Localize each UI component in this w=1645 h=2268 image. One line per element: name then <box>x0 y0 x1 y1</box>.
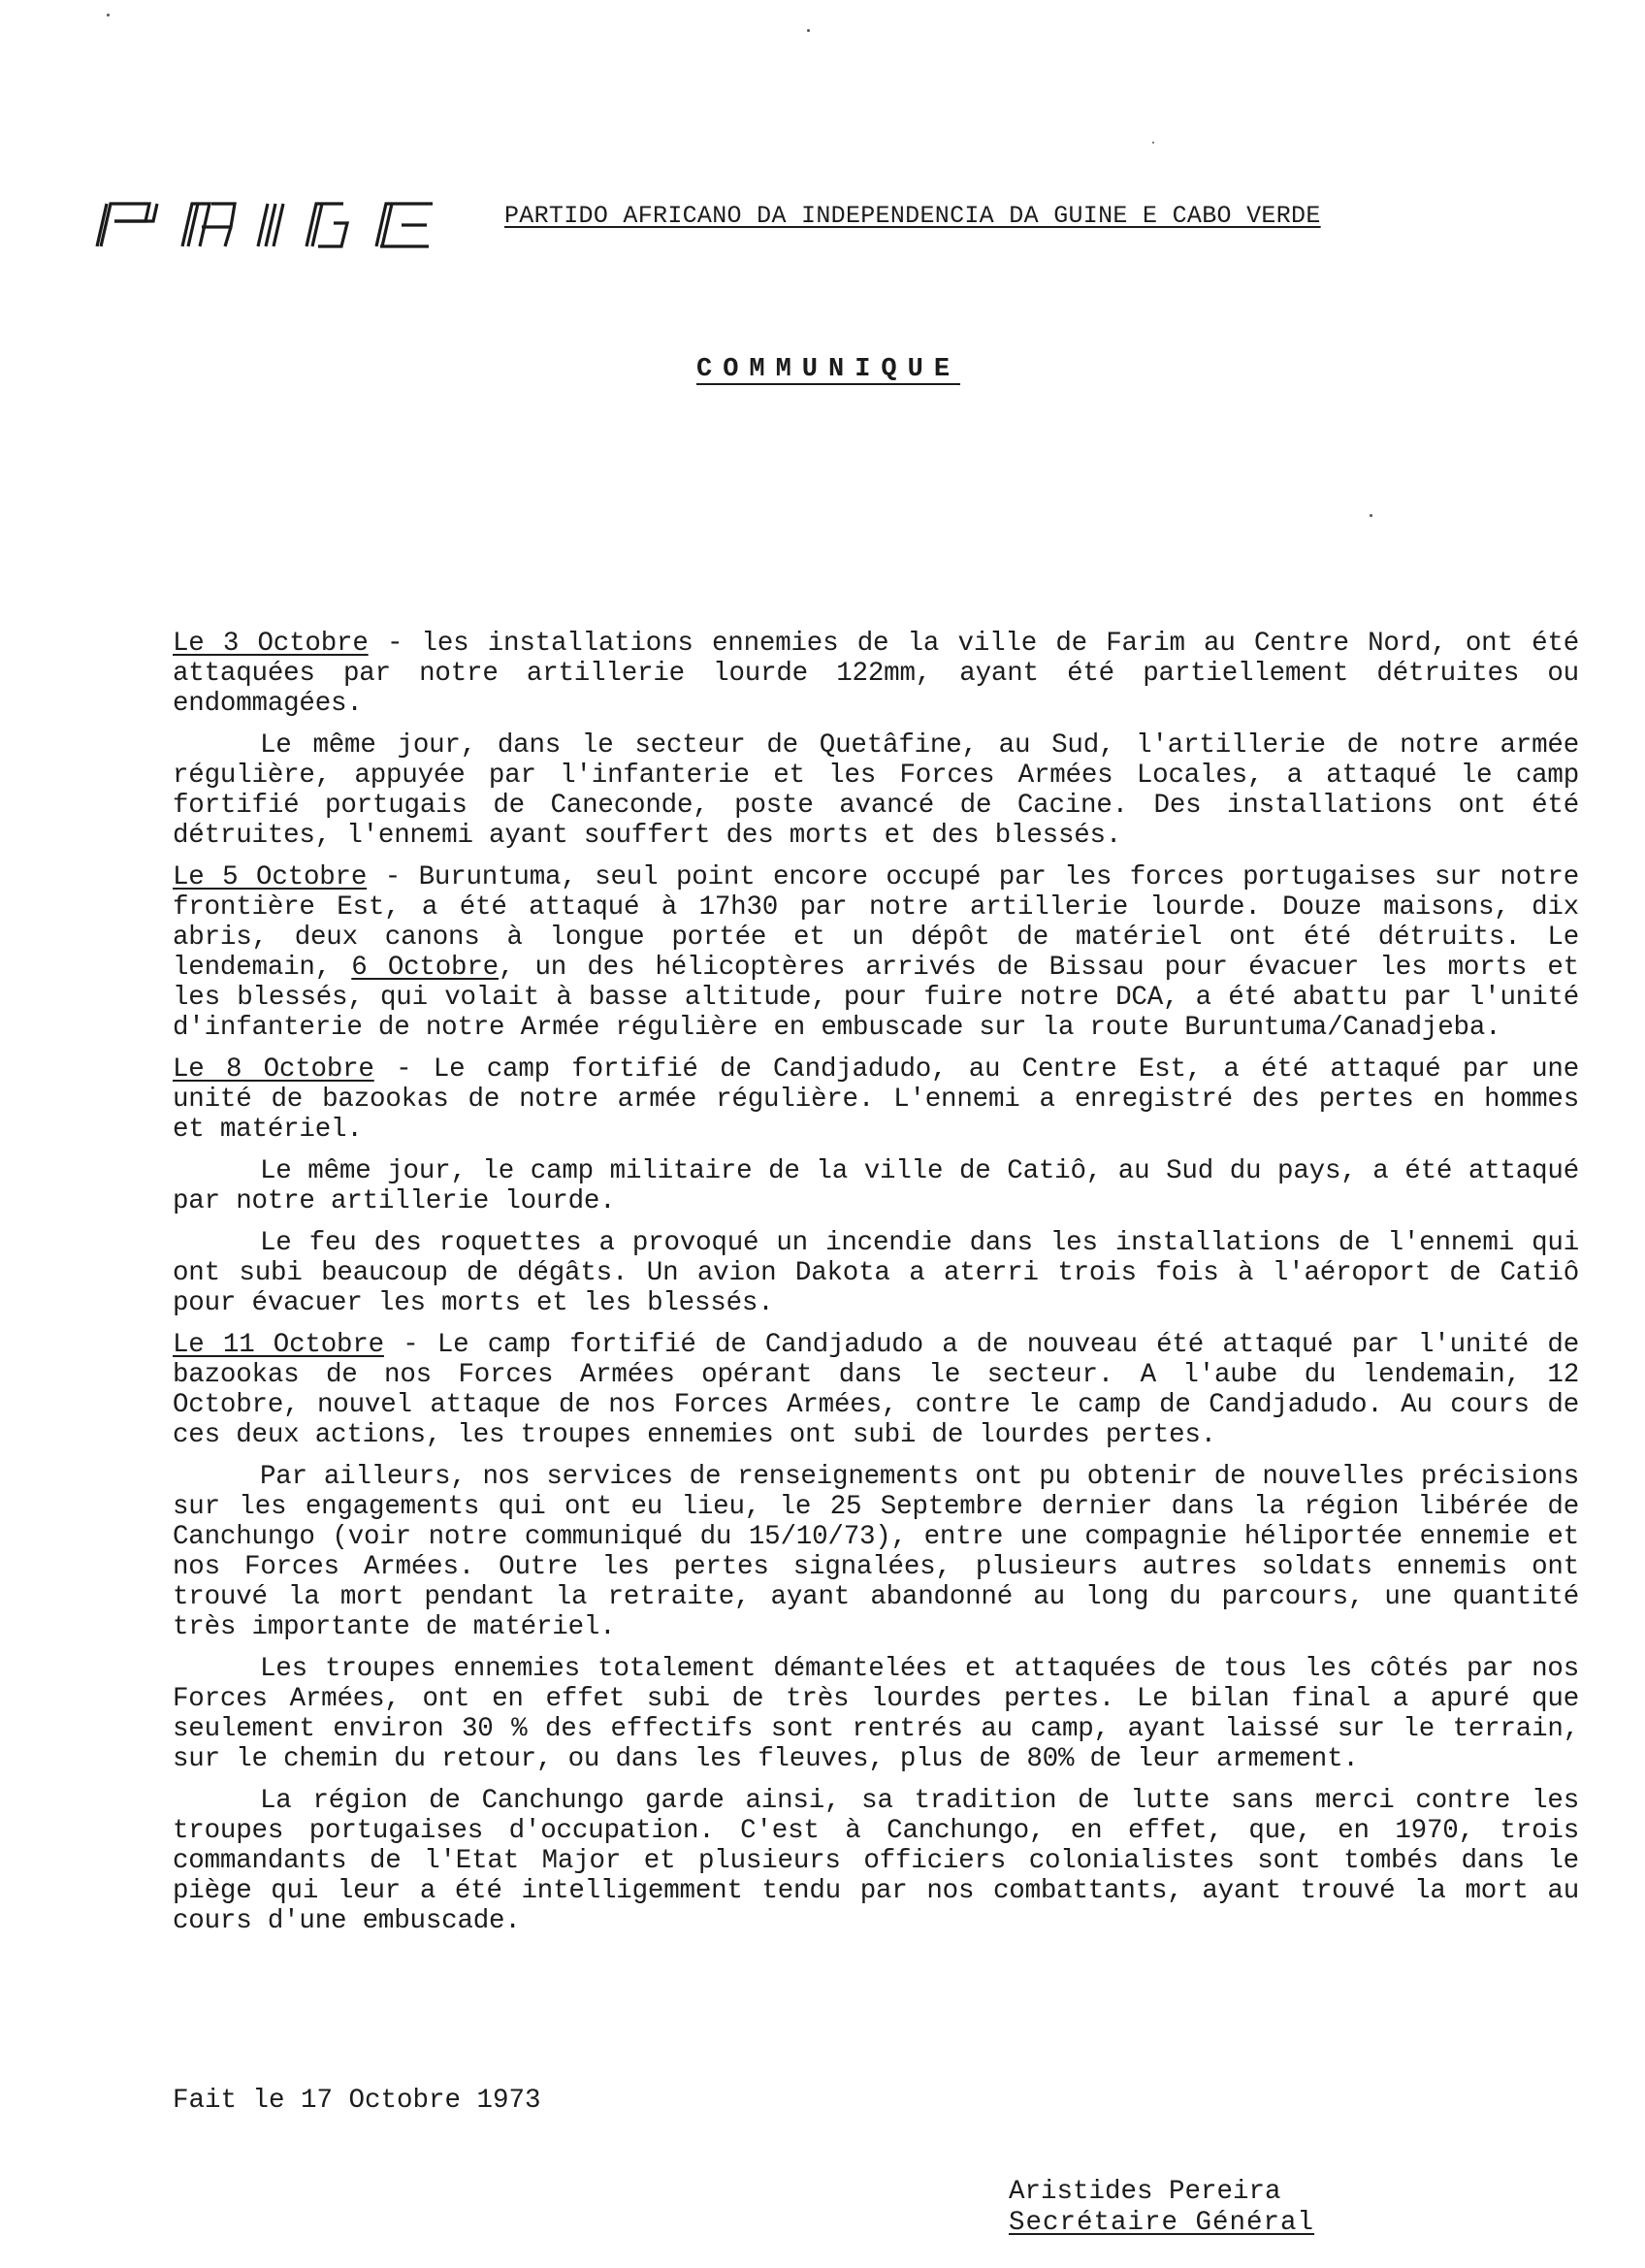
signature-block <box>1009 2177 1314 2239</box>
signatory-title: Secrétaire Général <box>1009 2208 1315 2238</box>
paragraph-oct-11 <box>173 1330 1579 1450</box>
paragraph-same-day-catio: Le même jour, le camp militaire de la ville de Catiô, au Sud du pays, a été attaqué par notre artillerie lourde. <box>173 1156 1579 1216</box>
scan-speck <box>107 14 110 16</box>
paragraph-date: Le 8 Octobre <box>173 1054 374 1085</box>
underlined-date: 6 Octobre <box>351 953 499 983</box>
paragraph-text: - les installations ennemies de la ville de Farim au Centre Nord, ont été attaquées par notre artillerie lourde 122mm, ayant été partiellement détruites ou endommagées. <box>173 629 1579 719</box>
paragraph-oct-8 <box>173 1054 1579 1145</box>
paragraph-text: - Le camp fortifié de Candjadudo, au Centre Est, a été attaqué par une unité de bazookas de notre armée régulière. L'ennemi a enregistré des pertes en hommes et matériel. <box>173 1054 1579 1145</box>
scan-speck <box>1152 142 1154 144</box>
scan-speck <box>807 29 810 32</box>
document-title: COMMUNIQUE <box>696 355 961 384</box>
scan-speck <box>1370 514 1372 517</box>
paigc-logo <box>93 200 442 248</box>
paragraph-date: Le 11 Octobre <box>173 1330 384 1360</box>
paragraph-date: Le 5 Octobre <box>173 862 368 892</box>
paragraph-losses: Les troupes ennemies totalement démantelées et attaquées de tous les côtés par nos Forces Armées, ont en effet subi de très lourdes pertes. Le bilan final a apuré que seulement environ 30 % des effectifs sont rentrés au camp, ayant laissé sur le terrain, sur le chemin du retour, ou dans les fleuves, plus de 80% de leur armement. <box>173 1654 1579 1774</box>
paragraph-oct-3 <box>173 629 1579 719</box>
paragraph-text: , un des hélicoptères arrivés de Bissau pour évacuer les morts et les blessés, qui volait à basse altitude, pour fuire notre DCA, a été abattu par l'unité d'infanterie de notre Armée régulière en embuscade sur la route Buruntuma/Canadjeba. <box>173 953 1579 1043</box>
paragraph-rockets: Le feu des roquettes a provoqué un incendie dans les installations de l'ennemi qui ont subi beaucoup de dégâts. Un avion Dakota a aterri trois fois à l'aéroport de Catiô pour évacuer les morts et les blessés. <box>173 1228 1579 1318</box>
paragraph-date: Le 3 Octobre <box>173 629 369 659</box>
signatory-name: Aristides Pereira <box>1009 2177 1281 2207</box>
organization-name: PARTIDO AFRICANO DA INDEPENDENCIA DA GUINE E CABO VERDE <box>504 202 1321 230</box>
paragraph-canchungo: La région de Canchungo garde ainsi, sa tradition de lutte sans merci contre les troupes portugaises d'occupation. C'est à Canchungo, en effet, que, en 1970, trois commandants de l'Etat Major et plusieurs officiers colonialistes sont tombés dans le piège qui leur a été intelligemment tendu par nos combattants, ayant trouvé la mort au cours d'une embuscade. <box>173 1786 1579 1936</box>
paragraph-same-day-quetafine: Le même jour, dans le secteur de Quetâfine, au Sud, l'artillerie de notre armée régulière, appuyée par l'infanterie et les Forces Armées Locales, a attaqué le camp fortifié portugais de Caneconde, poste avancé de Cacine. Des installations ont été détruites, l'ennemi ayant souffert des morts et des blessés. <box>173 730 1579 851</box>
paragraph-intelligence: Par ailleurs, nos services de renseignements ont pu obtenir de nouvelles précisions sur les engagements qui ont eu lieu, le 25 Septembre dernier dans la région libérée de Canchungo (voir notre communiqué du 15/10/73), entre une compagnie héliportée ennemie et nos Forces Armées. Outre les pertes signalées, plusieurs autres soldats ennemis ont trouvé la mort pendant la retraite, ayant abandonné au long du parcours, une quantité très importante de matériel. <box>173 1462 1579 1642</box>
paragraph-text: - Le camp fortifié de Candjadudo a de nouveau été attaqué par l'unité de bazookas de nos Forces Armées opérant dans le secteur. A l'aube du lendemain, 12 Octobre, nouvel attaque de nos Forces Armées, contre le camp de Candjadudo. Au cours de ces deux actions, les troupes ennemies ont subi de lourdes pertes. <box>173 1330 1579 1450</box>
paragraph-text: - Buruntuma, seul point encore occupé par les forces portugaises sur notre frontière Est, a été attaqué à 17h30 par notre artillerie lourde. Douze maisons, dix abris, deux canons à longue portée et un dépôt de matériel ont été détruits. Le lendemain, <box>173 862 1579 983</box>
communique-body <box>173 629 1579 1948</box>
signing-date: Fait le 17 Octobre 1973 <box>173 2086 541 2116</box>
paragraph-oct-5 <box>173 862 1579 1043</box>
